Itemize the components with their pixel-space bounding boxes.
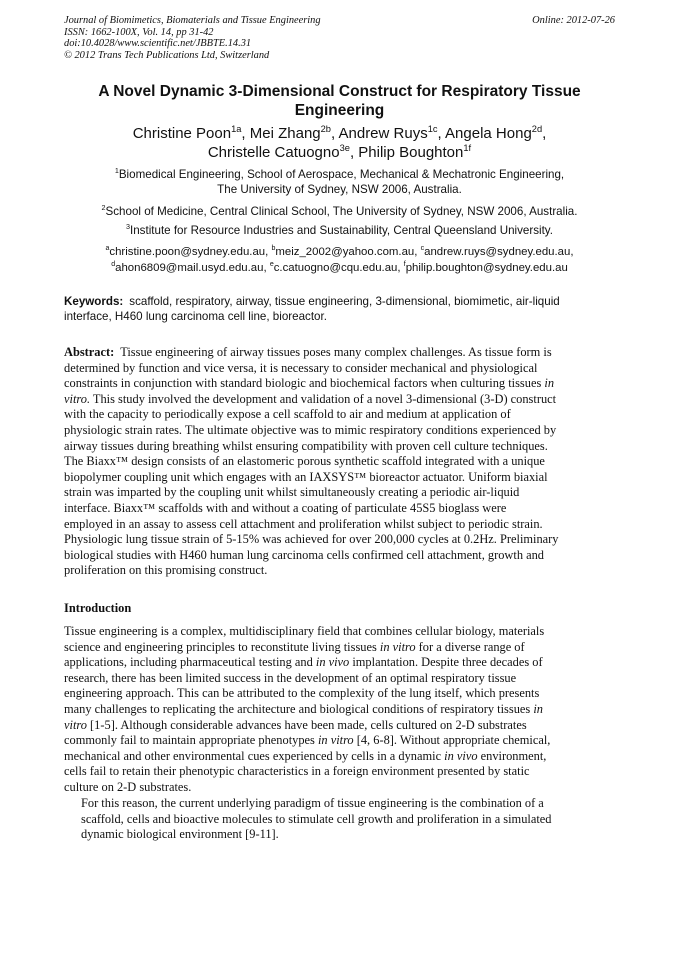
author-name: Philip Boughton xyxy=(358,144,464,161)
author-sup: 1a xyxy=(231,124,242,134)
email-link[interactable]: ahon6809@mail.usyd.edu.au, xyxy=(115,261,267,274)
abstract-italic: in xyxy=(544,376,555,391)
email-sup: d xyxy=(111,260,116,268)
abstract-line xyxy=(64,376,615,392)
issn: ISSN: 1662-100X, Vol. 14, pp 31-42 xyxy=(64,26,214,38)
affiliation-2 xyxy=(64,204,615,219)
aff-text: School of Medicine, Central Clinical School, The University of Sydney, NSW 2006, Australia. xyxy=(105,205,578,218)
author-sep: , xyxy=(542,125,547,142)
author-sup: 3e xyxy=(339,143,350,153)
affiliation-1-line-1 xyxy=(64,167,615,182)
keywords-line-1: scaffold, respiratory, airway, tissue engineering, 3-dimensional, biomimetic, air-liquid xyxy=(129,295,560,308)
title-line-2: Engineering xyxy=(294,102,385,119)
abstract-line: employed in an assay to assess cell attachment and proliferation whilst subject to periodic strain. xyxy=(64,516,543,531)
text-line: engineering approach. This can be attributed to the complexity of the lung itself, which presents xyxy=(64,686,540,701)
author-sep: , xyxy=(349,144,359,161)
author-name: Christine Poon xyxy=(132,125,232,142)
email-sup: e xyxy=(269,260,274,268)
affiliation-3 xyxy=(64,223,615,238)
author-sup: 2d xyxy=(531,124,543,134)
abstract-line: proliferation on this promising construct. xyxy=(64,563,268,578)
email-link[interactable]: meiz_2002@yahoo.com.au, xyxy=(275,246,418,258)
text-line: vitro [1-5]. Although considerable advances have been made, cells cultured on 2-D substrates xyxy=(64,717,527,732)
author-sup: 1f xyxy=(463,143,472,153)
author-name: Andrew Ruys xyxy=(338,125,428,142)
keywords-line-2: interface, H460 lung carcinoma cell line, bioreactor. xyxy=(64,309,327,323)
section-heading-introduction: Introduction xyxy=(64,601,132,615)
text-line: applications, including pharmaceutical testing and in vivo implantation. Despite three decades of xyxy=(64,655,543,670)
author-name: Mei Zhang xyxy=(249,125,321,142)
abstract-line: airway tissues during breathing whilst ensuring compatibility with proven cell culture techniques. xyxy=(64,438,548,453)
italic-term: in vivo xyxy=(444,748,478,763)
abstract-line: biopolymer coupling unit which engages with an IAXSYS™ bioreactor actuator. Uniform biaxial xyxy=(64,469,548,484)
text-line: mechanical and other environmental cues experienced by cells in a dynamic in vivo environment, xyxy=(64,748,547,763)
email-list xyxy=(64,245,615,276)
email-link[interactable]: c.catuogno@cqu.edu.au, xyxy=(273,261,401,274)
email-sup: c xyxy=(420,245,425,253)
email-line-2 xyxy=(64,261,615,277)
abstract-line: Physiologic lung tissue strain of 5-15% was achieved for over 200,000 cycles at 0.2Hz. Preliminary xyxy=(64,532,559,547)
text-line: Tissue engineering is a complex, multidisciplinary field that combines cellular biology, materials xyxy=(64,624,545,638)
text-line: scaffold, cells and bioactive molecules to stimulate cell growth and proliferation in a simulated xyxy=(81,811,552,826)
abstract-italic: vitro. xyxy=(64,391,91,406)
author-sup: 2b xyxy=(320,124,331,134)
author-line-2 xyxy=(64,143,615,162)
email-sup: a xyxy=(105,245,110,253)
email-sup: f xyxy=(403,260,406,268)
intro-paragraph-1 xyxy=(64,624,615,796)
intro-paragraph-2 xyxy=(64,796,615,843)
author-line-1 xyxy=(64,124,615,143)
abstract-line: determined by function and vice versa, it is necessary to consider mechanical and physiological xyxy=(64,360,538,375)
abstract-line: strain was imparted by the coupling unit whilst simultaneously creating a periodic air-liquid xyxy=(64,485,520,500)
email-link[interactable]: andrew.ruys@sydney.edu.au, xyxy=(424,246,574,258)
text-line: many challenges to replicating the architecture and biological conditions of respiratory tissues in xyxy=(64,701,543,716)
text-line: research, there has been limited success in the development of an optimal respiratory tissue xyxy=(64,670,517,685)
author-name: Angela Hong xyxy=(445,125,532,142)
email-link[interactable]: christine.poon@sydney.edu.au, xyxy=(109,246,269,258)
aff-sup: 1 xyxy=(114,166,119,176)
abstract-line: interface. Biaxx™ scaffolds with and without a coating of particulate 45S5 bioglass were xyxy=(64,500,507,515)
author-sep: , xyxy=(330,125,339,142)
author-sup: 1c xyxy=(427,124,438,134)
author-list xyxy=(64,124,615,162)
keywords-label: Keywords: xyxy=(64,295,124,308)
text-line: dynamic biological environment [9-11]. xyxy=(81,827,279,842)
abstract-line: Tissue engineering of airway tissues poses many complex challenges. As tissue form is xyxy=(120,345,552,359)
italic-term: in xyxy=(533,701,543,716)
abstract-line xyxy=(64,392,615,408)
text-line: cells fail to retain their phenotypic characteristics in a foreign environment presented by static xyxy=(64,764,530,779)
author-sep: , xyxy=(241,125,250,142)
title-line-1: A Novel Dynamic 3-Dimensional Construct for Respiratory Tissue xyxy=(98,83,581,100)
aff-text: Biomedical Engineering, School of Aerospace, Mechanical & Mechatronic Engineering, xyxy=(118,168,565,181)
email-sup: b xyxy=(271,245,276,253)
abstract-line: biological studies with H460 human lung carcinoma cells confirmed cell attachment, growth and xyxy=(64,547,545,562)
abstract-text: This study involved the development and validation of a novel 3-dimensional (3-D) construct xyxy=(90,391,557,406)
journal-name: Journal of Biomimetics, Biomaterials and Tissue Engineering xyxy=(64,15,321,26)
italic-term: in vitro xyxy=(379,639,416,654)
italic-term: in vivo xyxy=(315,655,350,670)
abstract-line: physiologic strain rates. The ultimate objective was to mimic respiratory conditions experienced by xyxy=(64,422,557,437)
text-line: culture on 2-D substrates. xyxy=(64,779,192,794)
keywords xyxy=(64,295,615,324)
aff-text: Institute for Resource Industries and Sustainability, Central Queensland University. xyxy=(130,224,553,237)
text-line: science and engineering principles to reconstitute living tissues in vitro for a diverse range of xyxy=(64,639,525,654)
abstract xyxy=(64,345,615,579)
email-link[interactable]: philip.boughton@sydney.edu.au xyxy=(405,261,568,274)
copyright: © 2012 Trans Tech Publications Ltd, Switzerland xyxy=(64,49,270,61)
online-date: Online: 2012-07-26 xyxy=(532,15,615,26)
aff-sup: 2 xyxy=(101,203,106,213)
abstract-text: constraints in conjunction with standard biologic and biochemical factors when culturing tissues xyxy=(64,376,542,391)
author-name: Christelle Catuogno xyxy=(207,144,340,161)
affiliation-1 xyxy=(64,167,615,197)
text-line: commonly fail to maintain appropriate phenotypes in vitro [4, 6-8]. Without appropriate chemical, xyxy=(64,733,551,748)
author-sep: , xyxy=(437,125,446,142)
email-line-1 xyxy=(64,245,615,261)
text-line: For this reason, the current underlying paradigm of tissue engineering is the combination of a xyxy=(81,796,544,810)
abstract-line: The Biaxx™ design consists of an elastomeric porous synthetic scaffold integrated with a unique xyxy=(64,454,545,469)
journal-header xyxy=(64,15,615,61)
italic-term: vitro xyxy=(64,717,87,732)
abstract-label: Abstract: xyxy=(64,345,115,359)
affiliation-1-line-2: The University of Sydney, NSW 2006, Australia. xyxy=(217,183,462,196)
abstract-line: with the capacity to periodically expose a cell scaffold to air and medium at application of xyxy=(64,407,511,422)
aff-sup: 3 xyxy=(126,222,131,232)
italic-term: in vitro xyxy=(317,733,354,748)
paper-title xyxy=(64,82,615,120)
doi: doi:10.4028/www.scientific.net/JBBTE.14.31 xyxy=(64,38,252,50)
